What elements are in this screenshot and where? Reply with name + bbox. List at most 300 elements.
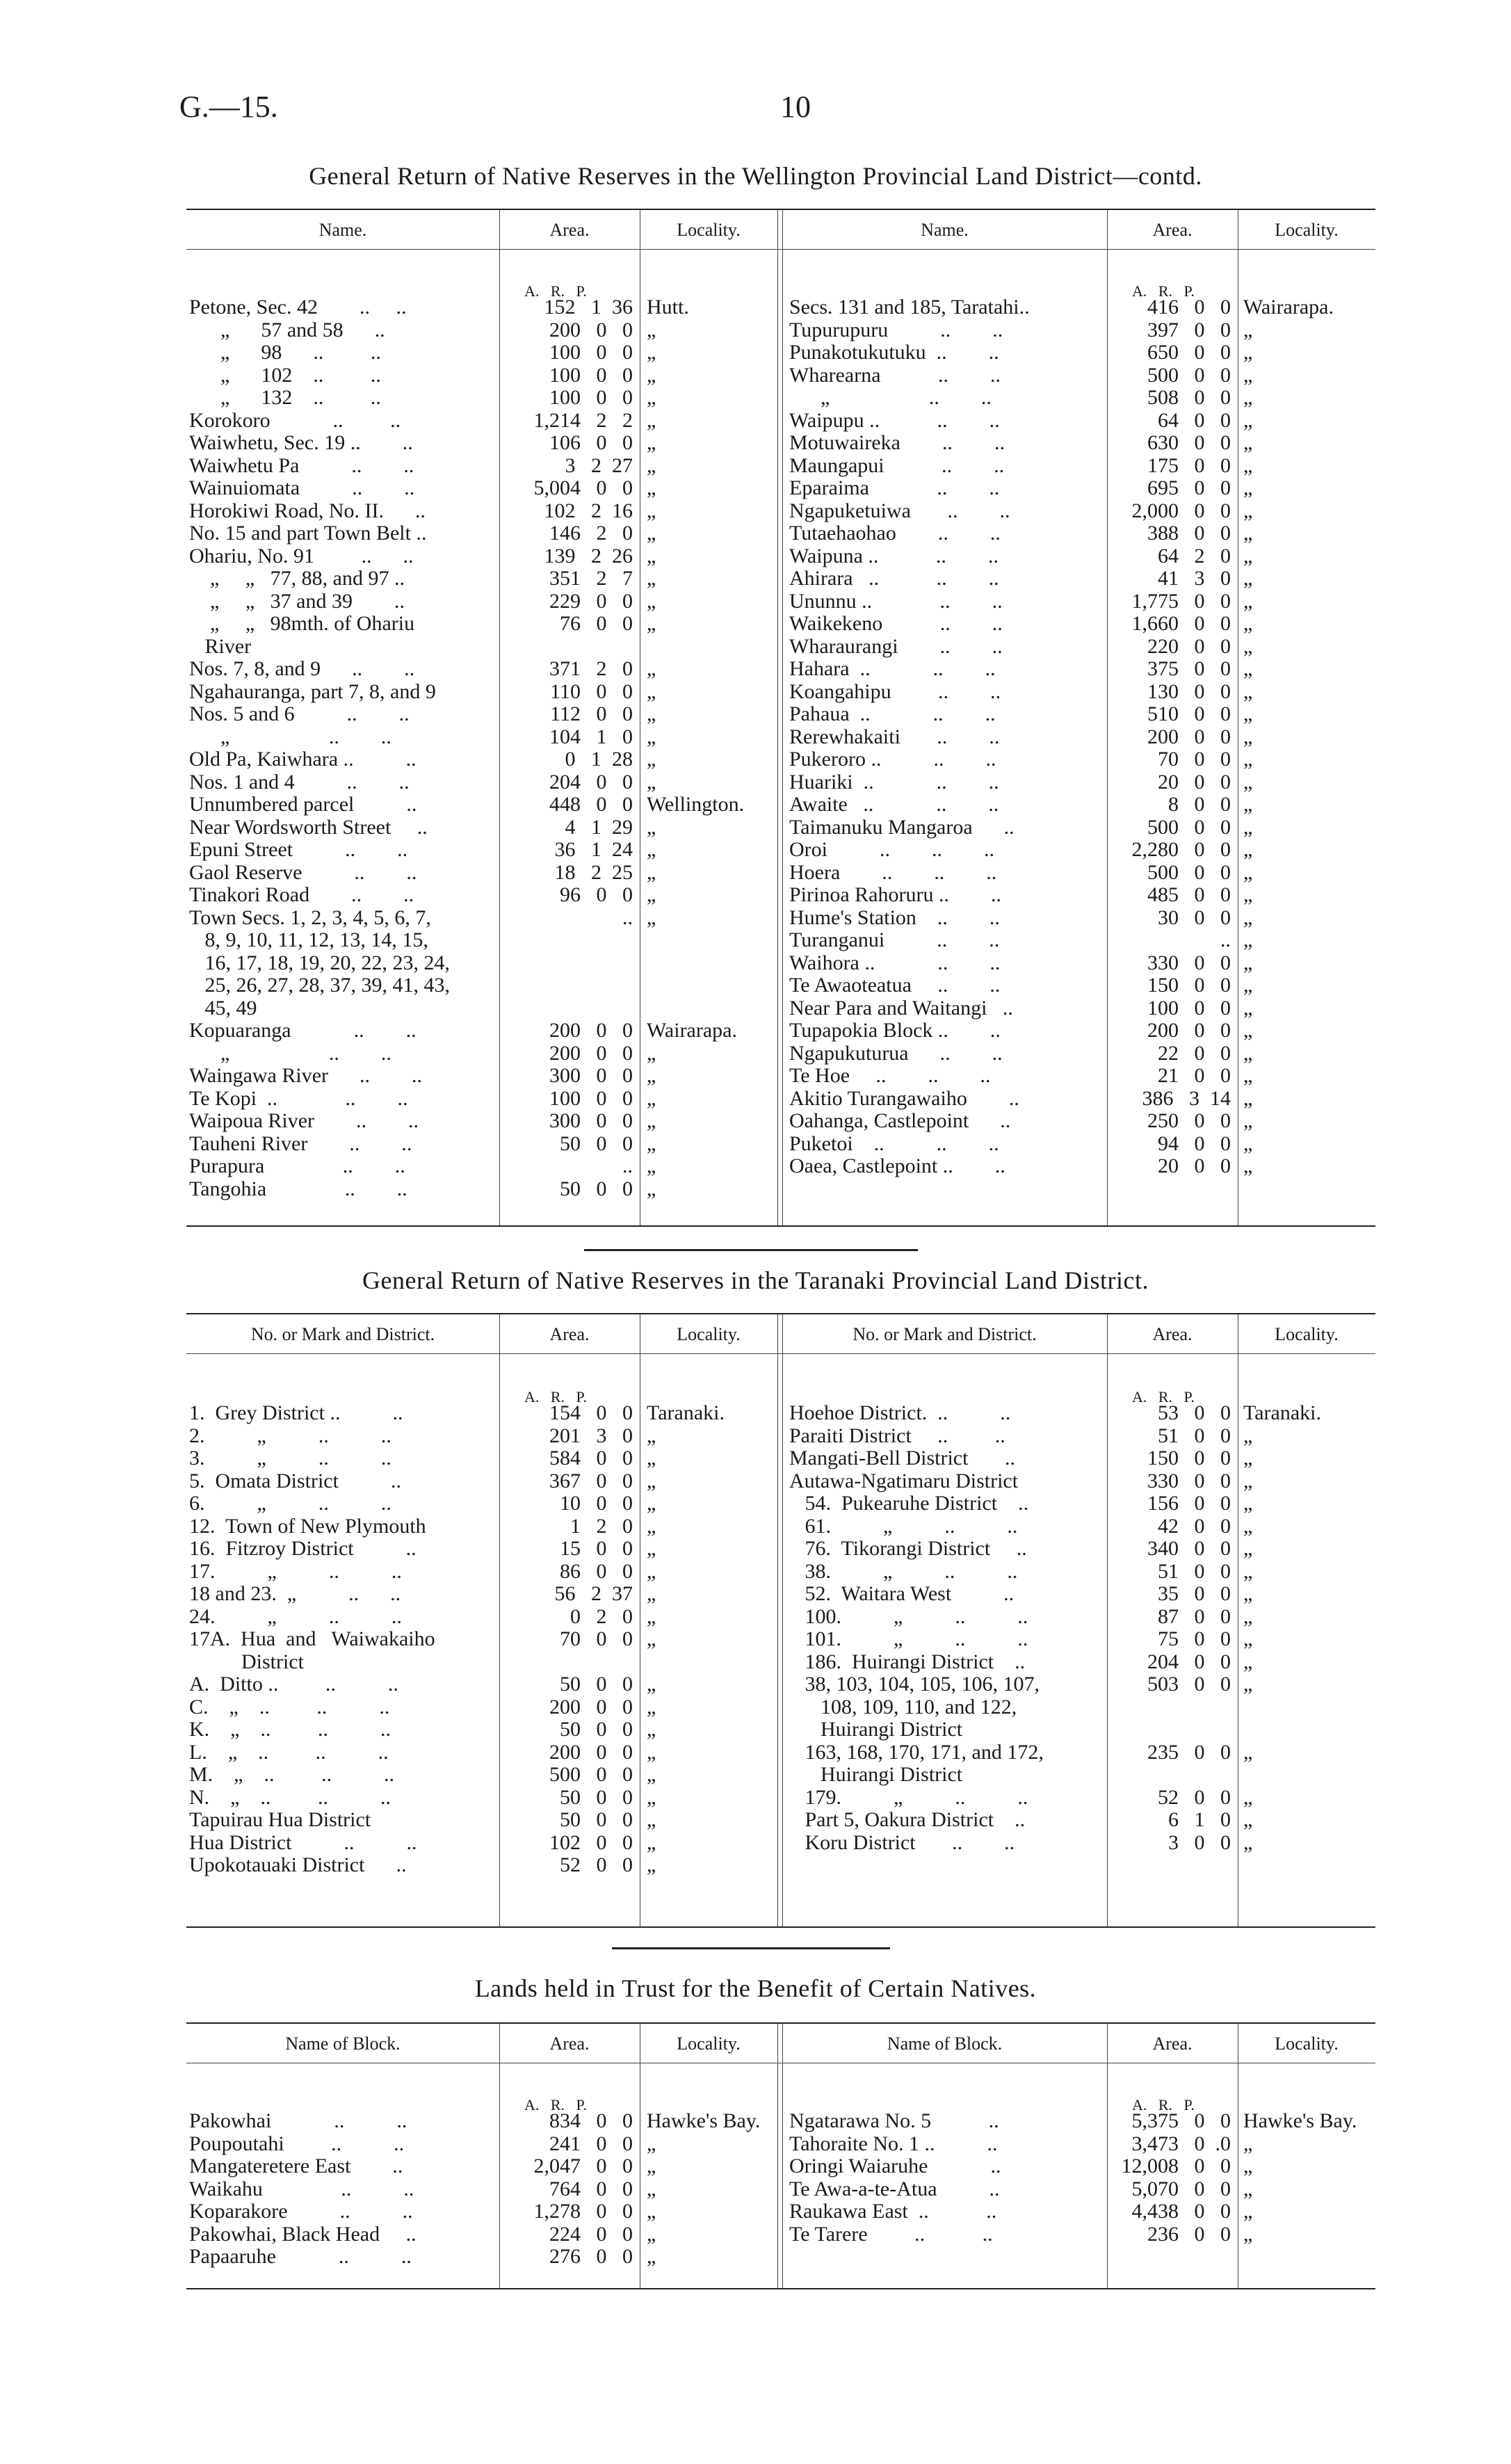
reserve-area: 1 2 0 — [570, 1514, 633, 1538]
reserve-locality: „ — [647, 1492, 656, 1515]
reserve-area: 397 0 0 — [1147, 318, 1231, 341]
reserve-area: 146 2 0 — [549, 522, 633, 545]
reserve-name: „ „ 37 and 39 .. — [189, 589, 405, 613]
reserve-locality: „ — [1243, 974, 1253, 997]
reserve-area: 110 0 0 — [550, 679, 633, 703]
reserve-area: 100 0 0 — [549, 1086, 633, 1110]
reserve-locality: „ — [1243, 1041, 1253, 1065]
reserve-area: 52 0 0 — [1158, 1785, 1231, 1809]
reserve-name: 1. Grey District .. .. — [189, 1401, 403, 1424]
reserve-area: 35 0 0 — [1158, 1582, 1231, 1605]
reserve-name: 5. Omata District .. — [189, 1469, 401, 1492]
reserve-locality: „ — [1243, 589, 1253, 613]
reserve-locality — [647, 997, 777, 1020]
reserve-locality: „ — [1243, 1132, 1253, 1155]
reserve-locality: „ — [1243, 770, 1253, 794]
reserve-area: 5,004 0 0 — [533, 476, 633, 499]
reserve-locality — [1243, 1718, 1374, 1741]
reserve-area: 1,660 0 0 — [1131, 612, 1231, 635]
reserve-name: 61. „ .. .. — [789, 1514, 1018, 1538]
reserve-area: 10 0 0 — [560, 1492, 633, 1515]
reserve-locality: „ — [1243, 1469, 1253, 1492]
taranaki-header-locality-left: Locality. — [677, 1324, 741, 1344]
taranaki-title: General Return of Native Reserves in the Taranaki Provincial Land District. — [362, 1266, 1149, 1294]
reserve-area: 76 0 0 — [560, 612, 633, 635]
reserve-name: Wharearna .. .. — [789, 363, 1001, 387]
reserve-area: 96 0 0 — [560, 883, 633, 906]
reserve-name: N. „ .. .. .. — [189, 1785, 391, 1809]
reserve-locality: „ — [1243, 634, 1253, 658]
reserve-name: Taimanuku Mangaroa .. — [789, 815, 1015, 839]
reserve-locality: „ — [1243, 1537, 1253, 1560]
reserve-area: 448 0 0 — [549, 793, 633, 816]
reserve-locality: „ — [1243, 1559, 1253, 1583]
reserve-area: 3 2 27 — [565, 453, 633, 477]
reserve-locality: „ — [647, 905, 656, 929]
reserve-locality: „ — [1243, 1604, 1253, 1628]
trust-units-right: A. R. P. — [1132, 2096, 1195, 2113]
taranaki-left-areas — [499, 1402, 633, 1877]
block-locality: „ — [1243, 2177, 1253, 2200]
reserve-name: 163, 168, 170, 171, and 172, — [789, 1740, 1044, 1764]
reserve-locality: „ — [647, 1740, 656, 1764]
reserve-area: 220 0 0 — [1147, 634, 1231, 658]
block-name: Poupoutahi .. .. — [189, 2132, 405, 2155]
reserve-locality: „ — [1243, 1424, 1253, 1447]
trust-right-localities — [1243, 2110, 1374, 2246]
reserve-area: 64 2 0 — [1158, 544, 1231, 567]
reserve-area: 300 0 0 — [549, 1064, 633, 1087]
reserve-area: 64 0 0 — [1158, 408, 1231, 432]
reserve-locality: „ — [1243, 453, 1253, 477]
reserve-name: Huirangi District — [789, 1718, 963, 1741]
reserve-locality: „ — [1243, 408, 1253, 432]
reserve-name: 38. „ .. .. — [789, 1559, 1018, 1583]
reserve-locality: „ — [1243, 1109, 1253, 1132]
reserve-locality: „ — [1243, 951, 1253, 974]
taranaki-right-areas — [1107, 1402, 1231, 1854]
reserve-area: 50 0 0 — [560, 1177, 633, 1200]
reserve-name: District — [189, 1650, 304, 1673]
reserve-locality: „ — [647, 748, 656, 771]
reserve-locality: Taranaki. — [1243, 1401, 1322, 1424]
reserve-name: 38, 103, 104, 105, 106, 107, — [789, 1673, 1040, 1696]
block-locality: Hawke's Bay. — [647, 2109, 761, 2132]
reserve-name: Hahara .. .. .. — [789, 657, 996, 680]
reserve-name: Tupapokia Block .. .. — [789, 1019, 1001, 1042]
reserve-area: 0 2 0 — [570, 1604, 633, 1628]
reserve-area — [499, 929, 633, 952]
reserve-name: Motuwaireka .. .. — [789, 431, 1005, 454]
reserve-name: M. „ .. .. .. — [189, 1763, 394, 1786]
reserve-locality: „ — [1243, 883, 1253, 906]
reserve-locality: „ — [647, 1582, 656, 1605]
reserve-name: „ .. .. — [189, 725, 391, 748]
trust-table — [186, 2022, 1375, 2289]
reserve-locality: „ — [647, 1154, 656, 1177]
reserve-name: Te Awaoteatua .. .. — [789, 974, 1001, 997]
reserve-locality: „ — [647, 544, 656, 567]
reserve-area: 70 0 0 — [1158, 748, 1231, 771]
reserve-area: 204 0 0 — [549, 770, 633, 794]
reserve-name: 17A. Hua and Waiwakaiho — [189, 1627, 435, 1650]
reserve-area: 152 1 36 — [544, 296, 633, 319]
reserve-locality: „ — [1243, 1086, 1253, 1110]
reserve-name: Wharaurangi .. .. — [789, 634, 1003, 658]
reserve-locality: „ — [647, 499, 656, 522]
reserve-area: .. — [622, 905, 633, 929]
reserve-locality: „ — [647, 1537, 656, 1560]
reserve-locality: „ — [647, 1447, 656, 1469]
block-locality: Hawke's Bay. — [1243, 2109, 1357, 2132]
block-name: Waikahu .. .. — [189, 2177, 414, 2200]
reserve-locality: „ — [1243, 318, 1253, 341]
reserve-name: Autawa-Ngatimaru District — [789, 1469, 1019, 1492]
reserve-area: 112 0 0 — [550, 702, 633, 725]
trust-header-locality-right: Locality. — [1275, 2034, 1339, 2054]
reserve-area: 56 2 37 — [554, 1582, 633, 1605]
reserve-name: Ohariu, No. 91 .. .. — [189, 544, 414, 567]
reserve-locality: „ — [1243, 860, 1253, 884]
reserve-locality: Wairarapa. — [647, 1019, 737, 1042]
reserve-locality: „ — [647, 702, 656, 725]
reserve-name: Huariki .. .. .. — [789, 770, 999, 794]
wellington-table — [186, 209, 1375, 1227]
reserve-area: 51 0 0 — [1158, 1559, 1231, 1583]
reserve-area: 106 0 0 — [549, 431, 633, 454]
reserve-area: 100 0 0 — [549, 341, 633, 364]
reserve-area: 388 0 0 — [1147, 522, 1231, 545]
reserve-area: 371 2 0 — [549, 657, 633, 680]
reserve-area: 204 0 0 — [1147, 1650, 1231, 1673]
reserve-area: 156 0 0 — [1147, 1492, 1231, 1515]
reserve-name: „ 57 and 58 .. — [189, 318, 385, 341]
block-locality: „ — [1243, 2200, 1253, 2223]
reserve-locality: „ — [647, 1808, 656, 1831]
reserve-locality: „ — [647, 815, 656, 839]
reserve-area: 51 0 0 — [1158, 1424, 1231, 1447]
reserve-area: 139 2 26 — [544, 544, 633, 567]
reserve-area: 4 1 29 — [565, 815, 633, 839]
reserve-name: Unnumbered parcel .. — [189, 793, 417, 816]
trust-right-names — [789, 2110, 1106, 2246]
wellington-header-name-right: Name. — [921, 220, 969, 240]
reserve-name: 16, 17, 18, 19, 20, 22, 23, 24, — [189, 951, 450, 974]
trust-header-area-left: Area. — [549, 2034, 590, 2054]
reserve-locality: „ — [1243, 1785, 1253, 1809]
reserve-locality: „ — [647, 883, 656, 906]
taranaki-header-locality-right: Locality. — [1275, 1324, 1339, 1344]
reserve-locality: „ — [647, 386, 656, 409]
reserve-name: Waipupu .. .. .. — [789, 408, 1000, 432]
reserve-area: 235 0 0 — [1147, 1740, 1231, 1764]
reserve-area: 102 0 0 — [549, 1830, 633, 1854]
reserve-area: 500 0 0 — [1147, 860, 1231, 884]
reserve-area: 87 0 0 — [1158, 1604, 1231, 1628]
reserve-name: Paraiti District .. .. — [789, 1424, 1005, 1447]
reserve-area: 500 0 0 — [1147, 815, 1231, 839]
reserve-locality: „ — [647, 1763, 656, 1786]
wellington-right-areas — [1107, 296, 1231, 1178]
taranaki-right-localities — [1243, 1402, 1374, 1854]
reserve-name: Waiwhetu Pa .. .. — [189, 453, 414, 477]
reserve-locality: „ — [1243, 1064, 1253, 1087]
reserve-locality: „ — [647, 679, 656, 703]
reserve-name: Horokiwi Road, No. II. .. — [189, 499, 426, 522]
reserve-locality: „ — [647, 1132, 656, 1155]
page-label: G.—15. — [179, 90, 278, 124]
reserve-name: Old Pa, Kaiwhara .. .. — [189, 748, 417, 771]
reserve-area: 104 1 0 — [549, 725, 633, 748]
taranaki-table — [186, 1313, 1375, 1928]
reserve-area: 201 3 0 — [549, 1424, 633, 1447]
reserve-area — [499, 1651, 633, 1674]
reserve-area: 86 0 0 — [560, 1559, 633, 1583]
reserve-name: Tupurupuru .. .. — [789, 318, 1003, 341]
block-locality: „ — [647, 2132, 656, 2155]
reserve-area: 50 0 0 — [560, 1673, 633, 1696]
block-area: 241 0 0 — [549, 2132, 633, 2155]
reserve-name: Koru District .. .. — [789, 1830, 1015, 1854]
reserve-area — [1107, 1696, 1231, 1719]
block-name: Raukawa East .. .. — [789, 2200, 997, 2223]
reserve-locality: „ — [1243, 1808, 1253, 1831]
reserve-locality: „ — [647, 1853, 656, 1876]
reserve-name: Purapura .. .. — [189, 1154, 405, 1177]
reserve-name: 18 and 23. „ .. .. — [189, 1582, 401, 1605]
reserve-name: 12. Town of New Plymouth — [189, 1514, 426, 1538]
wellington-header-name-left: Name. — [318, 220, 367, 240]
reserve-locality: „ — [647, 1559, 656, 1583]
block-area: 236 0 0 — [1147, 2222, 1231, 2246]
taranaki-left-localities — [647, 1402, 777, 1877]
reserve-area: 200 0 0 — [549, 318, 633, 341]
reserve-name: „ „ 98mth. of Ohariu — [189, 612, 415, 635]
reserve-name: 179. „ .. .. — [789, 1785, 1028, 1809]
block-name: Pakowhai, Black Head .. — [189, 2222, 417, 2246]
reserve-area: 367 0 0 — [549, 1469, 633, 1492]
section-divider — [584, 1249, 918, 1251]
reserve-name: Nos. 7, 8, and 9 .. .. — [189, 657, 415, 680]
reserve-locality — [647, 929, 777, 952]
reserve-name: Oaea, Castlepoint .. .. — [789, 1154, 1005, 1177]
reserve-area: 500 0 0 — [549, 1763, 633, 1786]
reserve-name: Ununnu .. .. .. — [789, 589, 1003, 613]
reserve-locality: „ — [647, 431, 656, 454]
block-area: 12,008 0 0 — [1121, 2155, 1231, 2177]
reserve-locality: „ — [1243, 567, 1253, 590]
reserve-area: 52 0 0 — [560, 1853, 633, 1876]
reserve-locality: „ — [1243, 657, 1253, 680]
reserve-name: 54. Pukearuhe District .. — [789, 1492, 1029, 1515]
reserve-name: Korokoro .. .. — [189, 408, 401, 432]
reserve-name: Ngapukuturua .. .. — [789, 1041, 1003, 1065]
reserve-name: 101. „ .. .. — [789, 1627, 1028, 1650]
reserve-locality: „ — [1243, 499, 1253, 522]
block-area: 764 0 0 — [549, 2177, 633, 2200]
reserve-locality: „ — [647, 1673, 656, 1696]
reserve-locality: „ — [647, 657, 656, 680]
trust-left-names — [189, 2110, 498, 2269]
reserve-area: 200 0 0 — [1147, 1019, 1231, 1042]
block-locality: „ — [1243, 2222, 1253, 2246]
block-locality: „ — [647, 2245, 656, 2268]
reserve-name: Hume's Station .. .. — [789, 905, 1000, 929]
block-area: 5,375 0 0 — [1131, 2109, 1231, 2132]
reserve-locality: „ — [647, 1718, 656, 1741]
wellington-title: General Return of Native Reserves in the Wellington Provincial Land District—contd. — [309, 162, 1202, 190]
reserve-locality: „ — [1243, 386, 1253, 409]
reserve-name: Tangohia .. .. — [189, 1177, 407, 1200]
reserve-name: Mangati-Bell District .. — [789, 1447, 1015, 1469]
reserve-area: 650 0 0 — [1147, 341, 1231, 364]
reserve-locality: „ — [1243, 544, 1253, 567]
reserve-locality: „ — [1243, 341, 1253, 364]
reserve-area: 630 0 0 — [1147, 431, 1231, 454]
reserve-locality: Wairarapa. — [1243, 296, 1334, 319]
taranaki-header-name-right: No. or Mark and District. — [853, 1324, 1037, 1344]
reserve-locality: „ — [647, 1785, 656, 1809]
reserve-area: 351 2 7 — [549, 567, 633, 590]
reserve-area — [1107, 1764, 1231, 1787]
reserve-name: L. „ .. .. .. — [189, 1740, 389, 1764]
reserve-name: Hoera .. .. .. — [789, 860, 997, 884]
reserve-area: 695 0 0 — [1147, 476, 1231, 499]
reserve-area: 200 0 0 — [1147, 725, 1231, 748]
reserve-area: 50 0 0 — [560, 1785, 633, 1809]
reserve-locality: „ — [1243, 431, 1253, 454]
reserve-name: River — [189, 634, 252, 658]
reserve-name: Ahirara .. .. .. — [789, 567, 999, 590]
reserve-locality: „ — [647, 612, 656, 635]
reserve-locality: „ — [647, 1041, 656, 1065]
block-locality: „ — [1243, 2155, 1253, 2177]
taranaki-units-right: A. R. P. — [1132, 1388, 1195, 1406]
reserve-area: 100 0 0 — [1147, 996, 1231, 1020]
reserve-area: 1,214 2 2 — [533, 408, 633, 432]
reserve-area — [499, 952, 633, 975]
reserve-area: 175 0 0 — [1147, 453, 1231, 477]
reserve-area: 102 2 16 — [544, 499, 633, 522]
trust-header-locality-left: Locality. — [677, 2034, 741, 2054]
reserve-name: Oahanga, Castlepoint .. — [789, 1109, 1011, 1132]
reserve-area: 386 3 14 — [1142, 1086, 1231, 1110]
wellington-header-area-right: Area. — [1152, 220, 1193, 240]
reserve-area: 200 0 0 — [549, 1740, 633, 1764]
reserve-name: Waiwhetu, Sec. 19 .. .. — [189, 431, 413, 454]
reserve-locality: „ — [647, 1109, 656, 1132]
block-area: 1,278 0 0 — [533, 2200, 633, 2223]
reserve-locality: „ — [1243, 1650, 1253, 1673]
reserve-area: 2,280 0 0 — [1131, 838, 1231, 861]
reserve-name: Secs. 131 and 185, Taratahi.. — [789, 296, 1030, 319]
block-name: Tahoraite No. 1 .. .. — [789, 2132, 998, 2155]
reserve-locality: „ — [1243, 1019, 1253, 1042]
reserve-area: 300 0 0 — [549, 1109, 633, 1132]
reserve-locality: „ — [1243, 793, 1253, 816]
block-locality: „ — [1243, 2132, 1253, 2155]
reserve-locality — [647, 636, 777, 659]
block-area: 3,473 0 .0 — [1131, 2132, 1231, 2155]
reserve-area: 154 0 0 — [549, 1401, 633, 1424]
reserve-name: Waihora .. .. .. — [789, 951, 1001, 974]
reserve-locality: „ — [647, 363, 656, 387]
reserve-name: „ 98 .. .. — [189, 341, 381, 364]
reserve-name: Epuni Street .. .. — [189, 838, 408, 861]
reserve-area: 229 0 0 — [549, 589, 633, 613]
taranaki-units-left: A. R. P. — [524, 1388, 587, 1406]
block-name: Oringi Waiaruhe .. — [789, 2155, 1001, 2177]
reserve-locality: „ — [647, 1064, 656, 1087]
reserve-name: 108, 109, 110, and 122, — [789, 1695, 1017, 1718]
reserve-locality: „ — [1243, 838, 1253, 861]
reserve-name: Turanganui .. .. — [789, 928, 1000, 951]
reserve-area: 503 0 0 — [1147, 1673, 1231, 1696]
block-area: 5,070 0 0 — [1131, 2177, 1231, 2200]
reserve-name: 8, 9, 10, 11, 12, 13, 14, 15, — [189, 928, 428, 951]
reserve-locality: „ — [647, 1177, 656, 1200]
reserve-locality: „ — [647, 341, 656, 364]
reserve-area: 36 1 24 — [554, 838, 633, 861]
wellington-header-area-left: Area. — [549, 220, 590, 240]
reserve-area: 130 0 0 — [1147, 679, 1231, 703]
reserve-name: Te Kopi .. .. .. — [189, 1086, 408, 1110]
reserve-name: A. Ditto .. .. .. — [189, 1673, 398, 1696]
reserve-area: 200 0 0 — [549, 1041, 633, 1065]
reserve-locality: „ — [1243, 748, 1253, 771]
reserve-name: Gaol Reserve .. .. — [189, 860, 417, 884]
reserve-name: Akitio Turangawaiho .. — [789, 1086, 1019, 1110]
trust-title: Lands held in Trust for the Benefit of Certain Natives. — [474, 1974, 1037, 2002]
reserve-name: 17. „ .. .. — [189, 1559, 402, 1583]
reserve-area: 416 0 0 — [1147, 296, 1231, 319]
trust-header-name-right: Name of Block. — [887, 2034, 1003, 2054]
reserve-locality: „ — [1243, 522, 1253, 545]
reserve-area: 1,775 0 0 — [1131, 589, 1231, 613]
wellington-header-locality-left: Locality. — [677, 220, 741, 240]
reserve-name: Te Hoe .. .. .. — [789, 1064, 991, 1087]
reserve-name: Pahaua .. .. .. — [789, 702, 996, 725]
reserve-area: 0 1 28 — [565, 748, 633, 771]
reserve-name: Petone, Sec. 42 .. .. — [189, 296, 407, 319]
trust-header-area-right: Area. — [1152, 2034, 1193, 2054]
reserve-area: 340 0 0 — [1147, 1537, 1231, 1560]
reserve-name: 16. Fitzroy District .. — [189, 1537, 417, 1560]
reserve-locality: „ — [647, 860, 656, 884]
reserve-locality: „ — [647, 725, 656, 748]
block-area: 2,047 0 0 — [533, 2155, 633, 2177]
reserve-name: Nos. 5 and 6 .. .. — [189, 702, 410, 725]
block-name: Te Awa-a-te-Atua .. — [789, 2177, 1000, 2200]
reserve-name: 45, 49 — [189, 996, 257, 1020]
block-name: Pakowhai .. .. — [189, 2109, 407, 2132]
reserve-name: Hoehoe District. .. .. — [789, 1401, 1011, 1424]
reserve-area — [1107, 1718, 1231, 1741]
block-name: Mangateretere East .. — [189, 2155, 403, 2177]
reserve-locality: „ — [1243, 702, 1253, 725]
reserve-name: Eparaima .. .. — [789, 476, 1000, 499]
reserve-name: „ .. .. — [789, 386, 992, 409]
reserve-area: 15 0 0 — [560, 1537, 633, 1560]
reserve-locality: „ — [647, 318, 656, 341]
reserve-name: Pukeroro .. .. .. — [789, 748, 996, 771]
reserve-area: 6 1 0 — [1168, 1808, 1231, 1831]
reserve-locality: „ — [647, 1695, 656, 1718]
reserve-name: Wainuiomata .. .. — [189, 476, 415, 499]
reserve-area: 330 0 0 — [1147, 1469, 1231, 1492]
reserve-locality: „ — [1243, 1154, 1253, 1177]
reserve-area: 50 0 0 — [560, 1718, 633, 1741]
